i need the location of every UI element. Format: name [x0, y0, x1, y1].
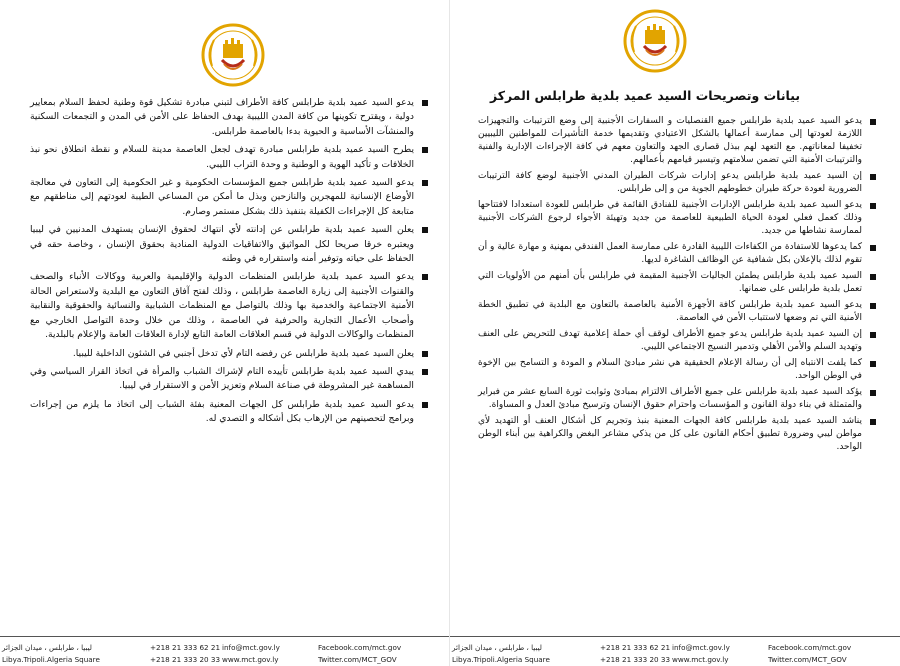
- website-link[interactable]: www.mct.gov.ly: [222, 655, 279, 664]
- statement-paragraph: يبدي السيد عميد بلدية طرابلس تأييده التام لإشراك الشباب والمرأة في اتخاذ القرار السياسي وفي المساهمة غير المشروطة في صناعة السلام وتعزيز الأمن و الاستقرار في ليبيا.: [30, 365, 428, 394]
- bullet-icon: [870, 361, 876, 367]
- page-footer: [450, 636, 900, 666]
- bullet-icon: [422, 274, 428, 280]
- bullet-icon: [870, 332, 876, 338]
- statement-paragraph: يدعو السيد عميد بلدية طرابلس كافة الأجهزة الأمنية بالعاصمة بالتعاون مع البلدية في تطبيق الخطة الأمنية التي تم وضعها لاستتباب الأمن في العاصمة.: [478, 299, 876, 325]
- municipality-logo: [622, 8, 688, 74]
- address-arabic: ليبيا ، طرابلس ، ميدان الجزائر: [452, 643, 542, 652]
- bullet-icon: [870, 390, 876, 396]
- bullet-icon: [422, 147, 428, 153]
- statement-paragraph: كما يدعوها للاستفادة من الكفاءات الليبية القادرة على ممارسة العمل الفندقي بمهنية و مهارة عالية و أن تقوم لذلك بالإعلان بكل شفافية عن الوظائف الشاغرة لديها.: [478, 241, 876, 267]
- statement-paragraph: يدعو السيد عميد بلدية طرابلس الإدارات الأجنبية للفنادق القائمة في طرابلس للعودة استعدادا لافتتاحها وذلك كعمل فعلي لعودة الحياة الطبيعية للعاصمة من جديد وتهيئة الأجواء لرجوع الشركات الأجنبية لممارسة نشاطها من جديد.: [478, 199, 876, 238]
- page-title: بيانات وتصريحات السيد عميد بلدية طرابلس المركز: [489, 88, 801, 103]
- statement-paragraph: يدعو السيد عميد بلدية طرابلس جميع المؤسسات الحكومية و غير الحكومية إلى التعاون في معالجة الأوضاع الإنسانية للمهجرين والنازحين وبذل ما أمكن من المساعي الطيبة لعودتهم إلى مناطقهم مع متابعة كل الإجراءات الكفيلة بتنفيذ ذلك بشكل مستمر وصارم.: [30, 176, 428, 219]
- facebook-link[interactable]: Facebook.com/mct.gov: [768, 643, 852, 652]
- municipality-logo: [200, 22, 266, 88]
- email-link[interactable]: info@mct.gov.ly: [672, 643, 730, 652]
- right-page-body: [478, 115, 876, 457]
- twitter-link[interactable]: Twitter.com/MCT_GOV: [768, 655, 847, 664]
- bullet-icon: [870, 174, 876, 180]
- bullet-icon: [422, 180, 428, 186]
- statement-paragraph: يدعو السيد عميد بلدية طرابلس كافة الأطراف لتبني مبادرة تشكيل قوة وطنية لحفظ السلام بمعايير دولية ، ويقترح تكوينها من كافة المدن الليبية بهدف الحفاظ على الأمن في المدن و التجمعات السكنية والمنشآت الأساسية و الحيوية بدءا بالعاصمة طرابلس.: [30, 96, 428, 139]
- address-english: Libya.Tripoli.Algeria Square: [2, 655, 100, 664]
- statement-paragraph: يعلن السيد عميد بلدية طرابلس عن رفضه التام لأي تدخل أجنبي في الشئون الداخلية لليبيا.: [30, 347, 428, 361]
- facebook-link[interactable]: Facebook.com/mct.gov: [318, 643, 402, 652]
- phone-number: +218 21 333 20 33: [150, 655, 221, 664]
- statement-paragraph: يدعو السيد عميد بلدية طرابلس كل الجهات المعنية بفئة الشباب إلى اتخاذ ما يلزم من إجراءات وبرامج لتحصينهم من الإرهاب بكل أشكاله و التصدي له.: [30, 398, 428, 427]
- statement-paragraph: السيد عميد بلدية طرابلس يطمئن الجاليات الأجنبية المقيمة في طرابلس بأن أمنهم من الأولويات التي تعمل بلدية طرابلس على ضمانها.: [478, 270, 876, 296]
- phone-number: +218 21 333 20 33: [600, 655, 671, 664]
- bullet-icon: [422, 402, 428, 408]
- page-footer: [0, 636, 450, 666]
- bullet-icon: [870, 419, 876, 425]
- email-link[interactable]: info@mct.gov.ly: [222, 643, 280, 652]
- bullet-icon: [422, 351, 428, 357]
- statement-paragraph: يعلن السيد عميد بلدية طرابلس عن إدانته لأي انتهاك لحقوق الإنسان يستهدف المدنيين في ليبيا ويعتبره خرقا صريحا لكل المواثيق والاتفاقيات الدولية المنادية بحقوق الإنسان ، وخاصة حقه في الحفاظ على حياته وتوفير أمنه واستقراره في وطنه: [30, 223, 428, 266]
- statement-paragraph: يناشد السيد عميد بلدية طرابلس كافة الجهات المعنية بنبذ وتجريم كل أشكال العنف أو التهديد لأي مواطن ليبي وضرورة تطبيق أحكام القانون على كل من يذكي مشاعر البغض والكراهية بين أبناء الوطن الواحد.: [478, 415, 876, 454]
- statement-paragraph: يطرح السيد عميد بلدية طرابلس مبادرة تهدف لجعل العاصمة مدينة للسلام و نقطة انطلاق نحو نبذ الخلافات و تأكيد الهوية و الوطنية و وحدة التراب الليبي.: [30, 143, 428, 172]
- bullet-icon: [870, 274, 876, 280]
- municipality-seal-icon: [622, 8, 688, 74]
- statement-paragraph: يؤكد السيد عميد بلدية طرابلس على جميع الأطراف الالتزام بمبادئ وثوابت ثورة السابع عشر من فبراير والمتمثلة في بناء دولة القانون و المؤسسات واحترام حقوق الإنسان وترسيخ مبادئ العدل و المساواة.: [478, 386, 876, 412]
- phone-number: +218 21 333 62 21: [600, 643, 671, 652]
- address-english: Libya.Tripoli.Algeria Square: [452, 655, 550, 664]
- bullet-icon: [870, 303, 876, 309]
- phone-number: +218 21 333 62 21: [150, 643, 221, 652]
- bullet-icon: [422, 227, 428, 233]
- twitter-link[interactable]: Twitter.com/MCT_GOV: [318, 655, 397, 664]
- bullet-icon: [870, 119, 876, 125]
- statement-paragraph: يدعو السيد عميد بلدية طرابلس جميع القنصليات و السفارات الأجنبية إلى وضع الترتيبات والتجهيزات اللازمة لعودتها إلى ممارسة أعمالها بالشكل الاعتيادي وتقديمها خدمة التأشيرات للمواطنين الليبيين تخفيفا لمعاناتهم. مع التعهد لهم ببذل قصارى الجهد والتعاون معهم في كافة الإجراءات الإدارية والفنية والترتيبات الأمنية التي تضمن سلامتهم وتيسير قيامهم بأعمالهم.: [478, 115, 876, 167]
- website-link[interactable]: www.mct.gov.ly: [672, 655, 729, 664]
- bullet-icon: [870, 203, 876, 209]
- address-arabic: ليبيا ، طرابلس ، ميدان الجزائر: [2, 643, 92, 652]
- left-page-body: [30, 96, 428, 431]
- statement-paragraph: يدعو السيد عميد بلدية طرابلس المنظمات الدولية والإقليمية والعربية ووكالات الأنباء والصحف والقنوات الأجنبية إلى زيارة العاصمة طرابلس ، وذلك لفتح آفاق التعاون مع البلدية ولاستعراض الحالة الأمنية الاجتماعية والخدمية بها وذلك بالتواصل مع المنظمات الشبابية والنسائية والحقوقية والنقابية وأصحاب الأعمال التجارية والحرفية في العاصمة ، وذلك من خلال وحدة التواصل الخارجي مع المنظمات والوكالات الدولية في قسم العلاقات العامة التابع لإدارة العلاقات العامة والإعلام بالبلدية.: [30, 270, 428, 342]
- statement-paragraph: إن السيد عميد بلدية طرابلس يدعو إدارات شركات الطيران المدني الأجنبية لوضع كافة الترتيبات الضرورية لعودة حركة طيران خطوطهم الجوية من و إلى طرابلس.: [478, 170, 876, 196]
- statement-paragraph: إن السيد عميد بلدية طرابلس يدعو جميع الأطراف لوقف أي حملة إعلامية تهدف للتحريض على العنف وتهديد السلم والأمن الأهلي وتدمير النسيج الاجتماعي الليبي.: [478, 328, 876, 354]
- bullet-icon: [422, 100, 428, 106]
- bullet-icon: [422, 369, 428, 375]
- document-page-right: [450, 0, 900, 666]
- bullet-icon: [870, 245, 876, 251]
- statement-paragraph: كما يلفت الانتباه إلى أن رسالة الإعلام الحقيقية هي نشر مبادئ السلام و المودة و التسامح بين الإخوة في الوطن الواحد.: [478, 357, 876, 383]
- municipality-seal-icon: [200, 22, 266, 88]
